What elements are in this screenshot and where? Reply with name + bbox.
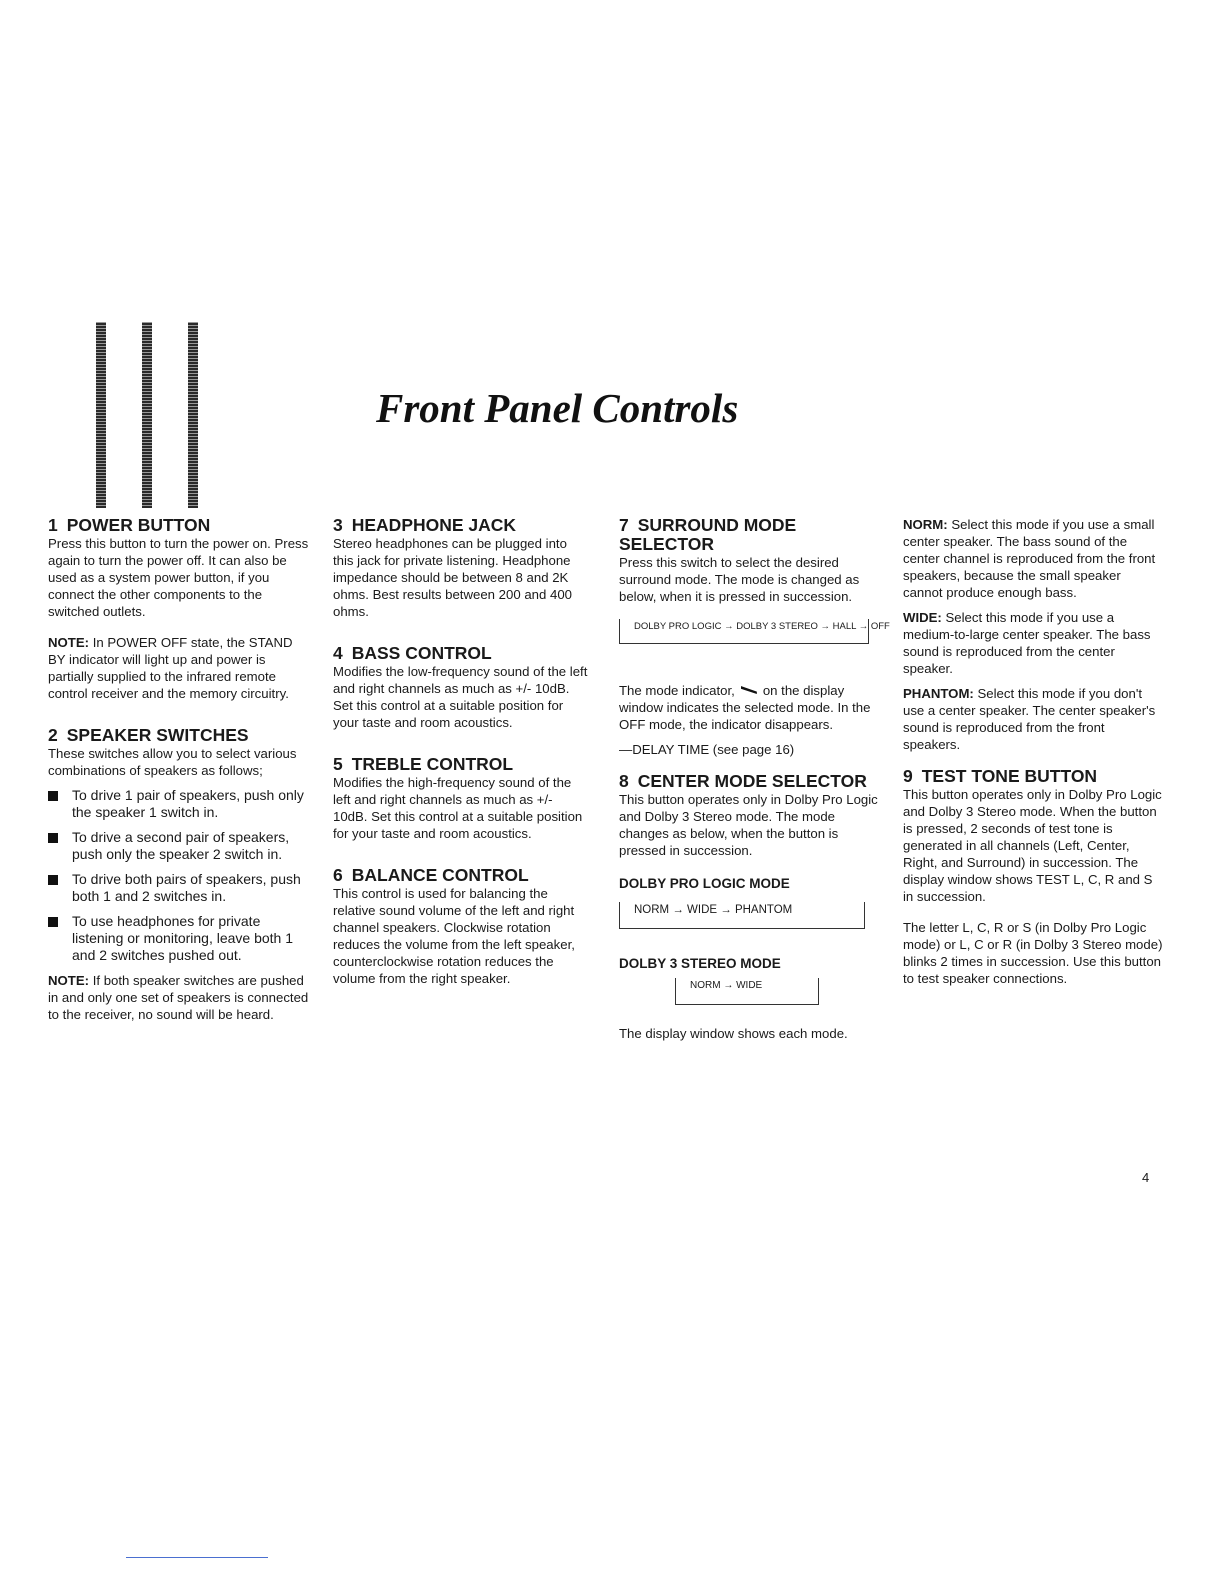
section-title-treble-control: 5 TREBLE CONTROL [333,754,514,774]
decorative-bars [96,322,206,508]
divider-line [126,1557,268,1558]
decorative-bar [142,322,152,508]
dolby-pro-logic-heading: DOLBY PRO LOGIC MODE [619,876,790,891]
treble-control-text: Modifies the high-frequency sound of the left and right channels as much as +/- 10dB. Set this control at a suitable position for your taste and room acoustics. [333,775,583,841]
stereo-flow-diagram: NORM → WIDE [675,978,819,1005]
surround-mode-flow-diagram: DOLBY PRO LOGIC → DOLBY 3 STEREO → HALL → OFF [619,619,869,644]
power-note: NOTE: In POWER OFF state, the STAND BY indicator will light up and power is partially supplied to the infrared remote control receiver and the memory circuitry. [48,635,293,701]
list-item: To use headphones for private listening or monitoring, leave both 1 and 2 switches pushed out. [48,913,310,964]
bass-control-text: Modifies the low-frequency sound of the left and right channels as much as +/- 10dB. Set this control at a suitable position for your taste and room acoustics. [333,664,588,730]
column-4 [903,516,1163,987]
section-title-center-mode-selector: 8 CENTER MODE SELECTOR [619,771,867,791]
pro-logic-flow-diagram: NORM → WIDE → PHANTOM [619,902,865,929]
dolby-3-stereo-heading: DOLBY 3 STEREO MODE [619,956,781,971]
test-tone-text: This button operates only in Dolby Pro Logic and Dolby 3 Stereo mode. When the button is pressed, 2 seconds of test tone is generated in all channels (Left, Center, Right, and Surround) in succession. The display window shows TEST L, C, R and S in succession. [903,787,1162,904]
square-bullet-icon [48,833,58,843]
headphone-jack-text: Stereo headphones can be plugged into this jack for private listening. Headphone impedance should be between 8 and 2K ohms. Best results between 200 and 400 ohms. [333,536,572,619]
section-title-speaker-switches: 2 SPEAKER SWITCHES [48,725,249,745]
center-mode-text: This button operates only in Dolby Pro Logic and Dolby 3 Stereo mode. The mode changes as below, when the button is pressed in succession. [619,792,878,858]
delay-time-reference: —DELAY TIME (see page 16) [619,742,795,757]
column-3 [619,515,890,1042]
column-1 [48,516,310,1023]
list-item: To drive 1 pair of speakers, push only the speaker 1 switch in. [48,787,310,821]
surround-mode-text: Press this switch to select the desired surround mode. The mode is changed as below, when it is pressed in succession. [619,555,860,604]
speaker-note: NOTE: If both speaker switches are pushed in and only one set of speakers is connected to the receiver, no sound will be heard. [48,973,309,1022]
decorative-bar [188,322,198,508]
speaker-switches-text: These switches allow you to select various combinations of speakers as follows; [48,746,297,778]
page-title: Front Panel Controls [376,385,739,431]
display-window-text: The display window shows each mode. [619,1026,848,1041]
column-2 [333,516,589,987]
decorative-bar [96,322,106,508]
phantom-mode-description: PHANTOM: Select this mode if you don't use a center speaker. The center speaker's sound is reproduced from the front speakers. [903,686,1156,752]
wide-mode-description: WIDE: Select this mode if you use a medium-to-large center speaker. The bass sound is reproduced from the center speaker. [903,610,1151,676]
square-bullet-icon [48,875,58,885]
square-bullet-icon [48,917,58,927]
list-item: To drive both pairs of speakers, push both 1 and 2 switches in. [48,871,310,905]
test-tone-text-2: The letter L, C, R or S (in Dolby Pro Logic mode) or L, C or R (in Dolby 3 Stereo mode) blinks 2 times in succession. Use this button to test speaker connections. [903,920,1163,986]
power-button-text: Press this button to turn the power on. Press again to turn the power off. It can also be used as a system power button, if you connect the other components to the switched outlets. [48,536,309,619]
section-title-headphone-jack: 3 HEADPHONE JACK [333,515,517,535]
section-title-balance-control: 6 BALANCE CONTROL [333,865,529,885]
list-item: To drive a second pair of speakers, push only the speaker 2 switch in. [48,829,310,863]
speaker-bullet-list [48,787,310,964]
section-title-test-tone-button: 9 TEST TONE BUTTON [903,766,1098,786]
section-title-surround-mode-selector: 7 SURROUND MODE SELECTOR [619,515,797,554]
page-number: 4 [1142,1170,1150,1185]
balance-control-text: This control is used for balancing the relative sound volume of the left and right channel speakers. Clockwise rotation reduces the volume from the left speaker, counterclockwise rotation reduces the volume from the right speaker. [333,886,575,986]
norm-mode-description: NORM: Select this mode if you use a small center speaker. The bass sound of the center channel is reproduced from the front speakers, because the small speaker cannot produce enough bass. [903,517,1156,600]
section-title-power-button: 1 POWER BUTTON [48,515,211,535]
section-title-bass-control: 4 BASS CONTROL [333,643,492,663]
mode-indicator-text: The mode indicator, on the display window indicates the selected mode. In the OFF mode, the indicator disappears. [619,683,871,732]
mode-indicator-icon [741,686,757,694]
square-bullet-icon [48,791,58,801]
